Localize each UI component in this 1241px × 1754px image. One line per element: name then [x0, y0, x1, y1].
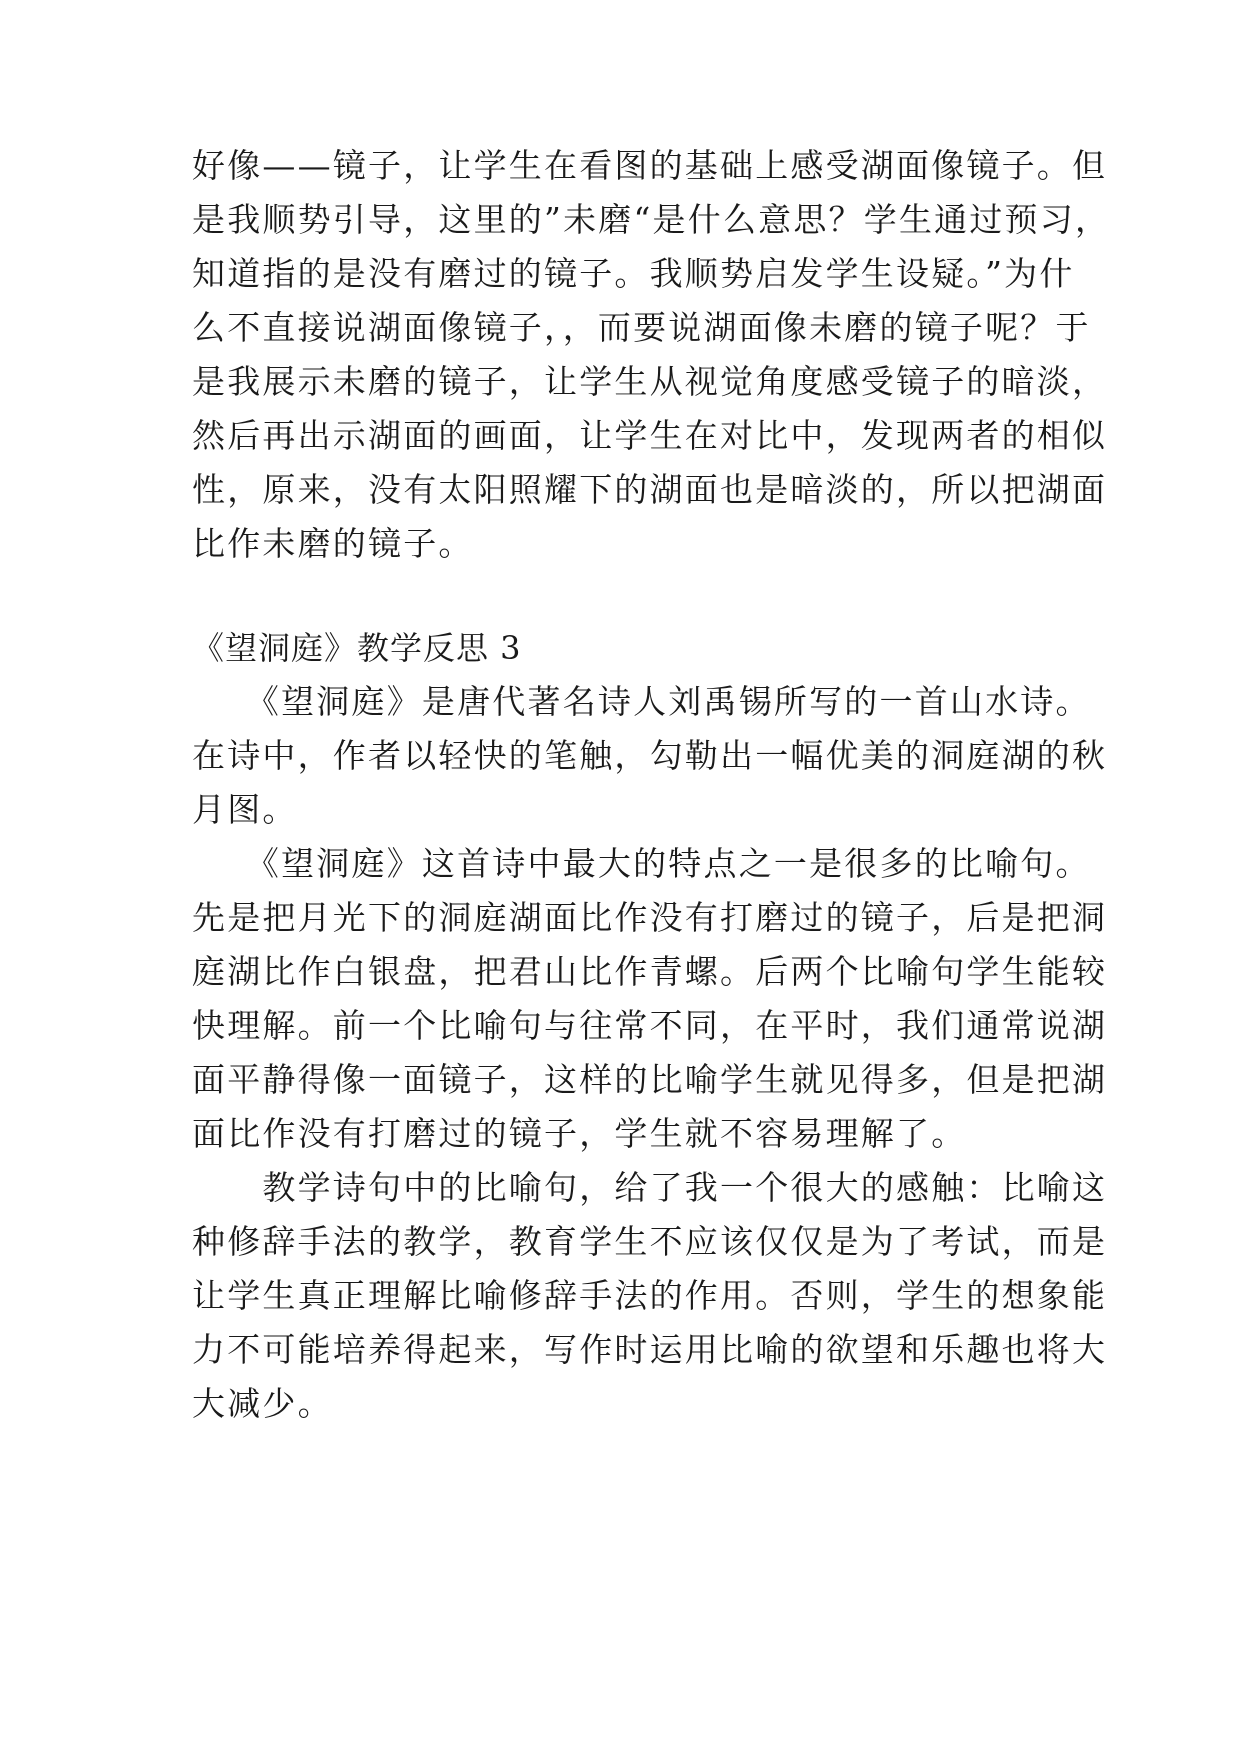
text-line: 月图。: [192, 790, 298, 829]
text-line: 在诗中，作者以轻快的笔触，勾勒出一幅优美的洞庭湖的秋: [192, 736, 1108, 775]
text-line: 先是把月光下的洞庭湖面比作没有打磨过的镜子，后是把洞: [192, 898, 1108, 937]
text-line: 力不可能培养得起来，写作时运用比喻的欲望和乐趣也将大: [192, 1330, 1108, 1369]
text-line: 么不直接说湖面像镜子，，而要说湖面像未磨的镜子呢？于: [192, 308, 1091, 347]
text-line: 然后再出示湖面的画面，让学生在对比中，发现两者的相似: [192, 416, 1108, 455]
document-page: [192, 0, 1111, 1754]
text-line: 教学诗句中的比喻句，给了我一个很大的感触：比喻这: [192, 1168, 1108, 1207]
text-line: 让学生真正理解比喻修辞手法的作用。否则，学生的想象能: [192, 1276, 1108, 1315]
text-line: 是我顺势引导，这里的”未磨“是什么意思？学生通过预习，: [192, 200, 1111, 239]
text-line: 《望洞庭》是唐代著名诗人刘禹锡所写的一首山水诗。: [192, 682, 1091, 721]
text-line: 种修辞手法的教学，教育学生不应该仅仅是为了考试，而是: [192, 1222, 1108, 1261]
text-line: 大减少。: [192, 1384, 333, 1423]
text-line: 面平静得像一面镜子，这样的比喻学生就见得多，但是把湖: [192, 1060, 1108, 1099]
text-line: 比作未磨的镜子。: [192, 524, 474, 563]
text-line: 好像——镜子，让学生在看图的基础上感受湖面像镜子。但: [192, 146, 1108, 185]
text-line: 《望洞庭》这首诗中最大的特点之一是很多的比喻句。: [192, 844, 1091, 883]
text-line: 庭湖比作白银盘，把君山比作青螺。后两个比喻句学生能较: [192, 952, 1108, 991]
text-line: 性，原来，没有太阳照耀下的湖面也是暗淡的，所以把湖面: [192, 470, 1108, 509]
text-line: 面比作没有打磨过的镜子，学生就不容易理解了。: [192, 1114, 967, 1153]
text-line: 是我展示未磨的镜子，让学生从视觉角度感受镜子的暗淡，: [192, 362, 1108, 401]
section-heading: 《望洞庭》教学反思 3: [192, 629, 522, 667]
text-line: 快理解。前一个比喻句与往常不同，在平时，我们通常说湖: [192, 1006, 1108, 1045]
text-line: 知道指的是没有磨过的镜子。我顺势启发学生设疑。”为什: [192, 254, 1075, 293]
